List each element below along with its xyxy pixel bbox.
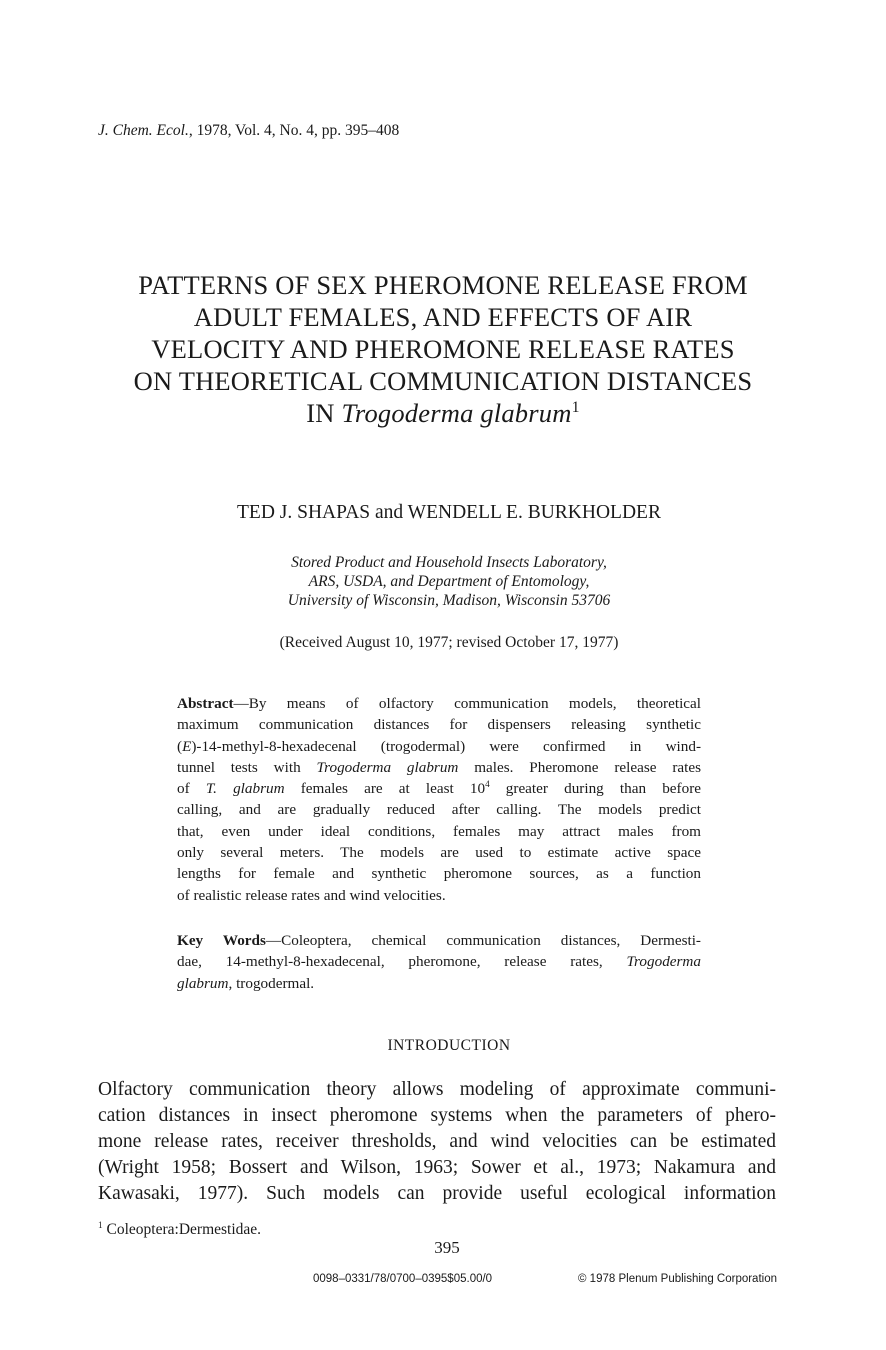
- abstract-label: Abstract: [177, 695, 234, 712]
- key-words-label: Key Words: [177, 932, 266, 949]
- affiliation-line-1: Stored Product and Household Insects Laboratory,: [291, 554, 607, 571]
- title-line-1: PATTERNS OF SEX PHEROMONE RELEASE FROM: [138, 270, 748, 300]
- abstract-line: of T. glabrum females are at least $10^4$ greater during than before: [177, 779, 701, 798]
- article-title: [60, 269, 826, 429]
- page-number: 395: [434, 1238, 460, 1257]
- abstract-line: lengths for female and synthetic pheromone sources, as a function: [177, 865, 701, 883]
- footer-copyright: [313, 1273, 777, 1285]
- section-heading-introduction: INTRODUCTION: [387, 1037, 511, 1054]
- abstract-line: of realistic release rates and wind velocities.: [177, 886, 446, 904]
- affiliation-line-2: ARS, USDA, and Department of Entomology,: [308, 573, 590, 590]
- affiliation: [0, 553, 886, 610]
- affiliation-line-3: University of Wisconsin, Madison, Wisconsin 53706: [287, 592, 611, 609]
- journal-volume-pages: , 1978, Vol. 4, No. 4, pp. 395–408: [188, 122, 400, 139]
- key-words-line: dae, 14-methyl-8-hexadecenal, pheromone, release rates, Trogoderma: [177, 953, 701, 971]
- key-words-line: glabrum, trogodermal.: [177, 974, 315, 992]
- abstract-line: that, even under ideal conditions, females may attract males from: [177, 822, 701, 840]
- footnote: [98, 1221, 261, 1239]
- title-species: Trogoderma glabrum: [341, 398, 572, 428]
- title-line-2: ADULT FEMALES, AND EFFECTS OF AIR: [193, 302, 693, 332]
- body-line: (Wright 1958; Bossert and Wilson, 1963; Sower et al., 1973; Nakamura and: [98, 1157, 776, 1178]
- title-in: IN: [306, 398, 342, 428]
- introduction-paragraph: [98, 1077, 776, 1207]
- abstract: [177, 693, 701, 906]
- footnote-text: Coleoptera:Dermestidae.: [102, 1221, 262, 1238]
- journal-name: J. Chem. Ecol.: [98, 122, 189, 139]
- abstract-line: maximum communication distances for dispensers releasing synthetic: [177, 716, 701, 734]
- body-line: Kawasaki, 1977). Such models can provide useful ecological information: [98, 1183, 776, 1204]
- key-words-line: Key Words—Coleoptera, chemical communication distances, Dermesti-: [177, 932, 701, 949]
- abstract-line: (E)-14-methyl-8-hexadecenal (trogodermal) were confirmed in wind-: [177, 737, 701, 755]
- title-line-3: VELOCITY AND PHEROMONE RELEASE RATES: [151, 334, 735, 364]
- journal-citation: [98, 122, 399, 140]
- abstract-line: only several meters. The models are used to estimate active space: [177, 844, 701, 862]
- abstract-line: Abstract—By means of olfactory communication models, theoretical: [177, 695, 701, 712]
- footer-code: 0098–0331/78/0700–0395$05.00/0: [313, 1273, 493, 1285]
- abstract-line: calling, and are gradually reduced after calling. The models predict: [177, 801, 701, 819]
- abstract-line: tunnel tests with Trogoderma glabrum males. Pheromone release rates: [177, 758, 702, 776]
- title-line-5: [60, 397, 826, 429]
- title-footnote-marker: 1: [571, 399, 580, 417]
- title-line-4: ON THEORETICAL COMMUNICATION DISTANCES: [133, 366, 753, 396]
- footnote-marker: 1: [98, 1220, 103, 1231]
- body-line: cation distances in insect pheromone systems when the parameters of phero-: [98, 1105, 776, 1126]
- received-dates: (Received August 10, 1977; revised October 17, 1977): [279, 634, 619, 651]
- body-line: mone release rates, receiver thresholds, and wind velocities can be estimated: [98, 1131, 776, 1152]
- footer-publisher: © 1978 Plenum Publishing Corporation: [578, 1273, 777, 1285]
- authors: TED J. SHAPAS and WENDELL E. BURKHOLDER: [237, 502, 661, 523]
- body-line: Olfactory communication theory allows modeling of approximate communi-: [98, 1079, 776, 1100]
- key-words: [177, 930, 701, 994]
